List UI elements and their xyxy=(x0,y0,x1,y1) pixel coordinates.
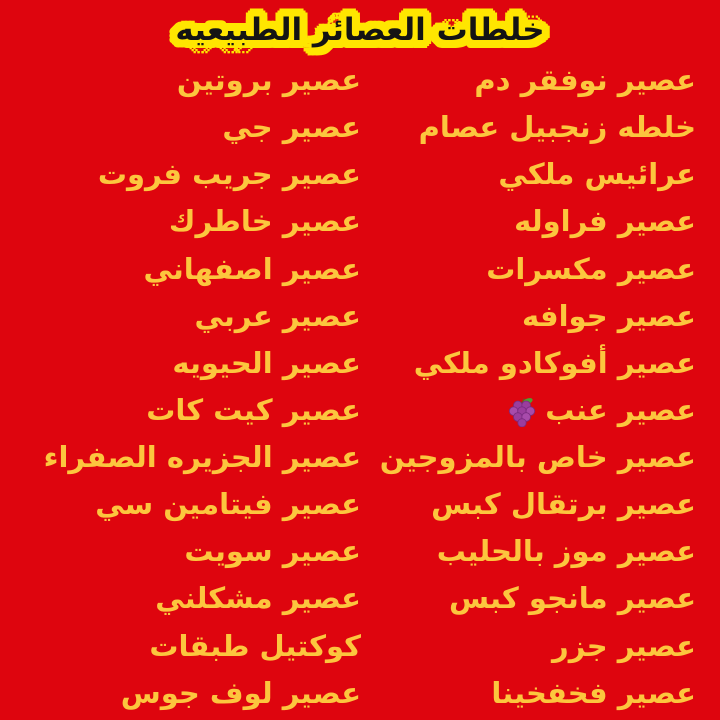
juice-item: عصير عربي xyxy=(194,298,361,333)
juice-item: عصير نوفقر دم xyxy=(474,63,696,97)
juice-item: عصير فخفخينا xyxy=(491,675,696,710)
juice-item: عصير جوافه xyxy=(522,298,696,333)
juice-item: عصير جي xyxy=(222,110,361,145)
page-title: خلطات العصائر الطبيعيه xyxy=(175,12,545,48)
juice-item: عصير مانجو كبس xyxy=(449,581,696,616)
juice-item: عصير برتقال كبس xyxy=(431,487,696,522)
juice-item: عرائيس ملكي xyxy=(498,157,696,192)
menu xyxy=(0,64,720,710)
juice-item: كوكتيل طبقات xyxy=(149,628,361,663)
juice-item: عصير الجزيره الصفراء xyxy=(43,440,361,474)
menu-column-left xyxy=(375,64,720,710)
menu-column-right xyxy=(0,64,375,710)
juice-item: عصير خاطرك xyxy=(168,204,361,239)
juice-item: عصير كيت كات xyxy=(146,392,361,427)
juice-item: عصير موز بالحليب xyxy=(436,534,696,569)
grapes-icon xyxy=(507,397,537,427)
juice-item: عصير بروتين xyxy=(176,63,361,97)
juice-item: عصير أفوكادو ملكي xyxy=(413,345,696,380)
juice-item: عصير سويت xyxy=(184,534,361,569)
juice-item: عصير مشكلني xyxy=(155,581,361,616)
juice-item: عصير مكسرات xyxy=(486,251,696,286)
juice-item: خلطه زنجبيل عصام xyxy=(418,110,696,145)
juice-item: عصير فيتامين سي xyxy=(95,487,361,522)
juice-item: عصير خاص بالمزوجين xyxy=(379,440,696,474)
juice-item: عصير جريب فروت xyxy=(97,157,361,192)
juice-item: عصير اصفهاني xyxy=(143,251,361,286)
juice-item-label: عصير عنب xyxy=(545,392,696,427)
juice-item: عصير لوف جوس xyxy=(120,675,361,710)
juice-item: عصير فراوله xyxy=(514,204,696,239)
juice-item-grapes xyxy=(375,394,696,427)
juice-item: عصير الحيويه xyxy=(172,345,361,380)
juice-item: عصير جزر xyxy=(552,628,696,663)
